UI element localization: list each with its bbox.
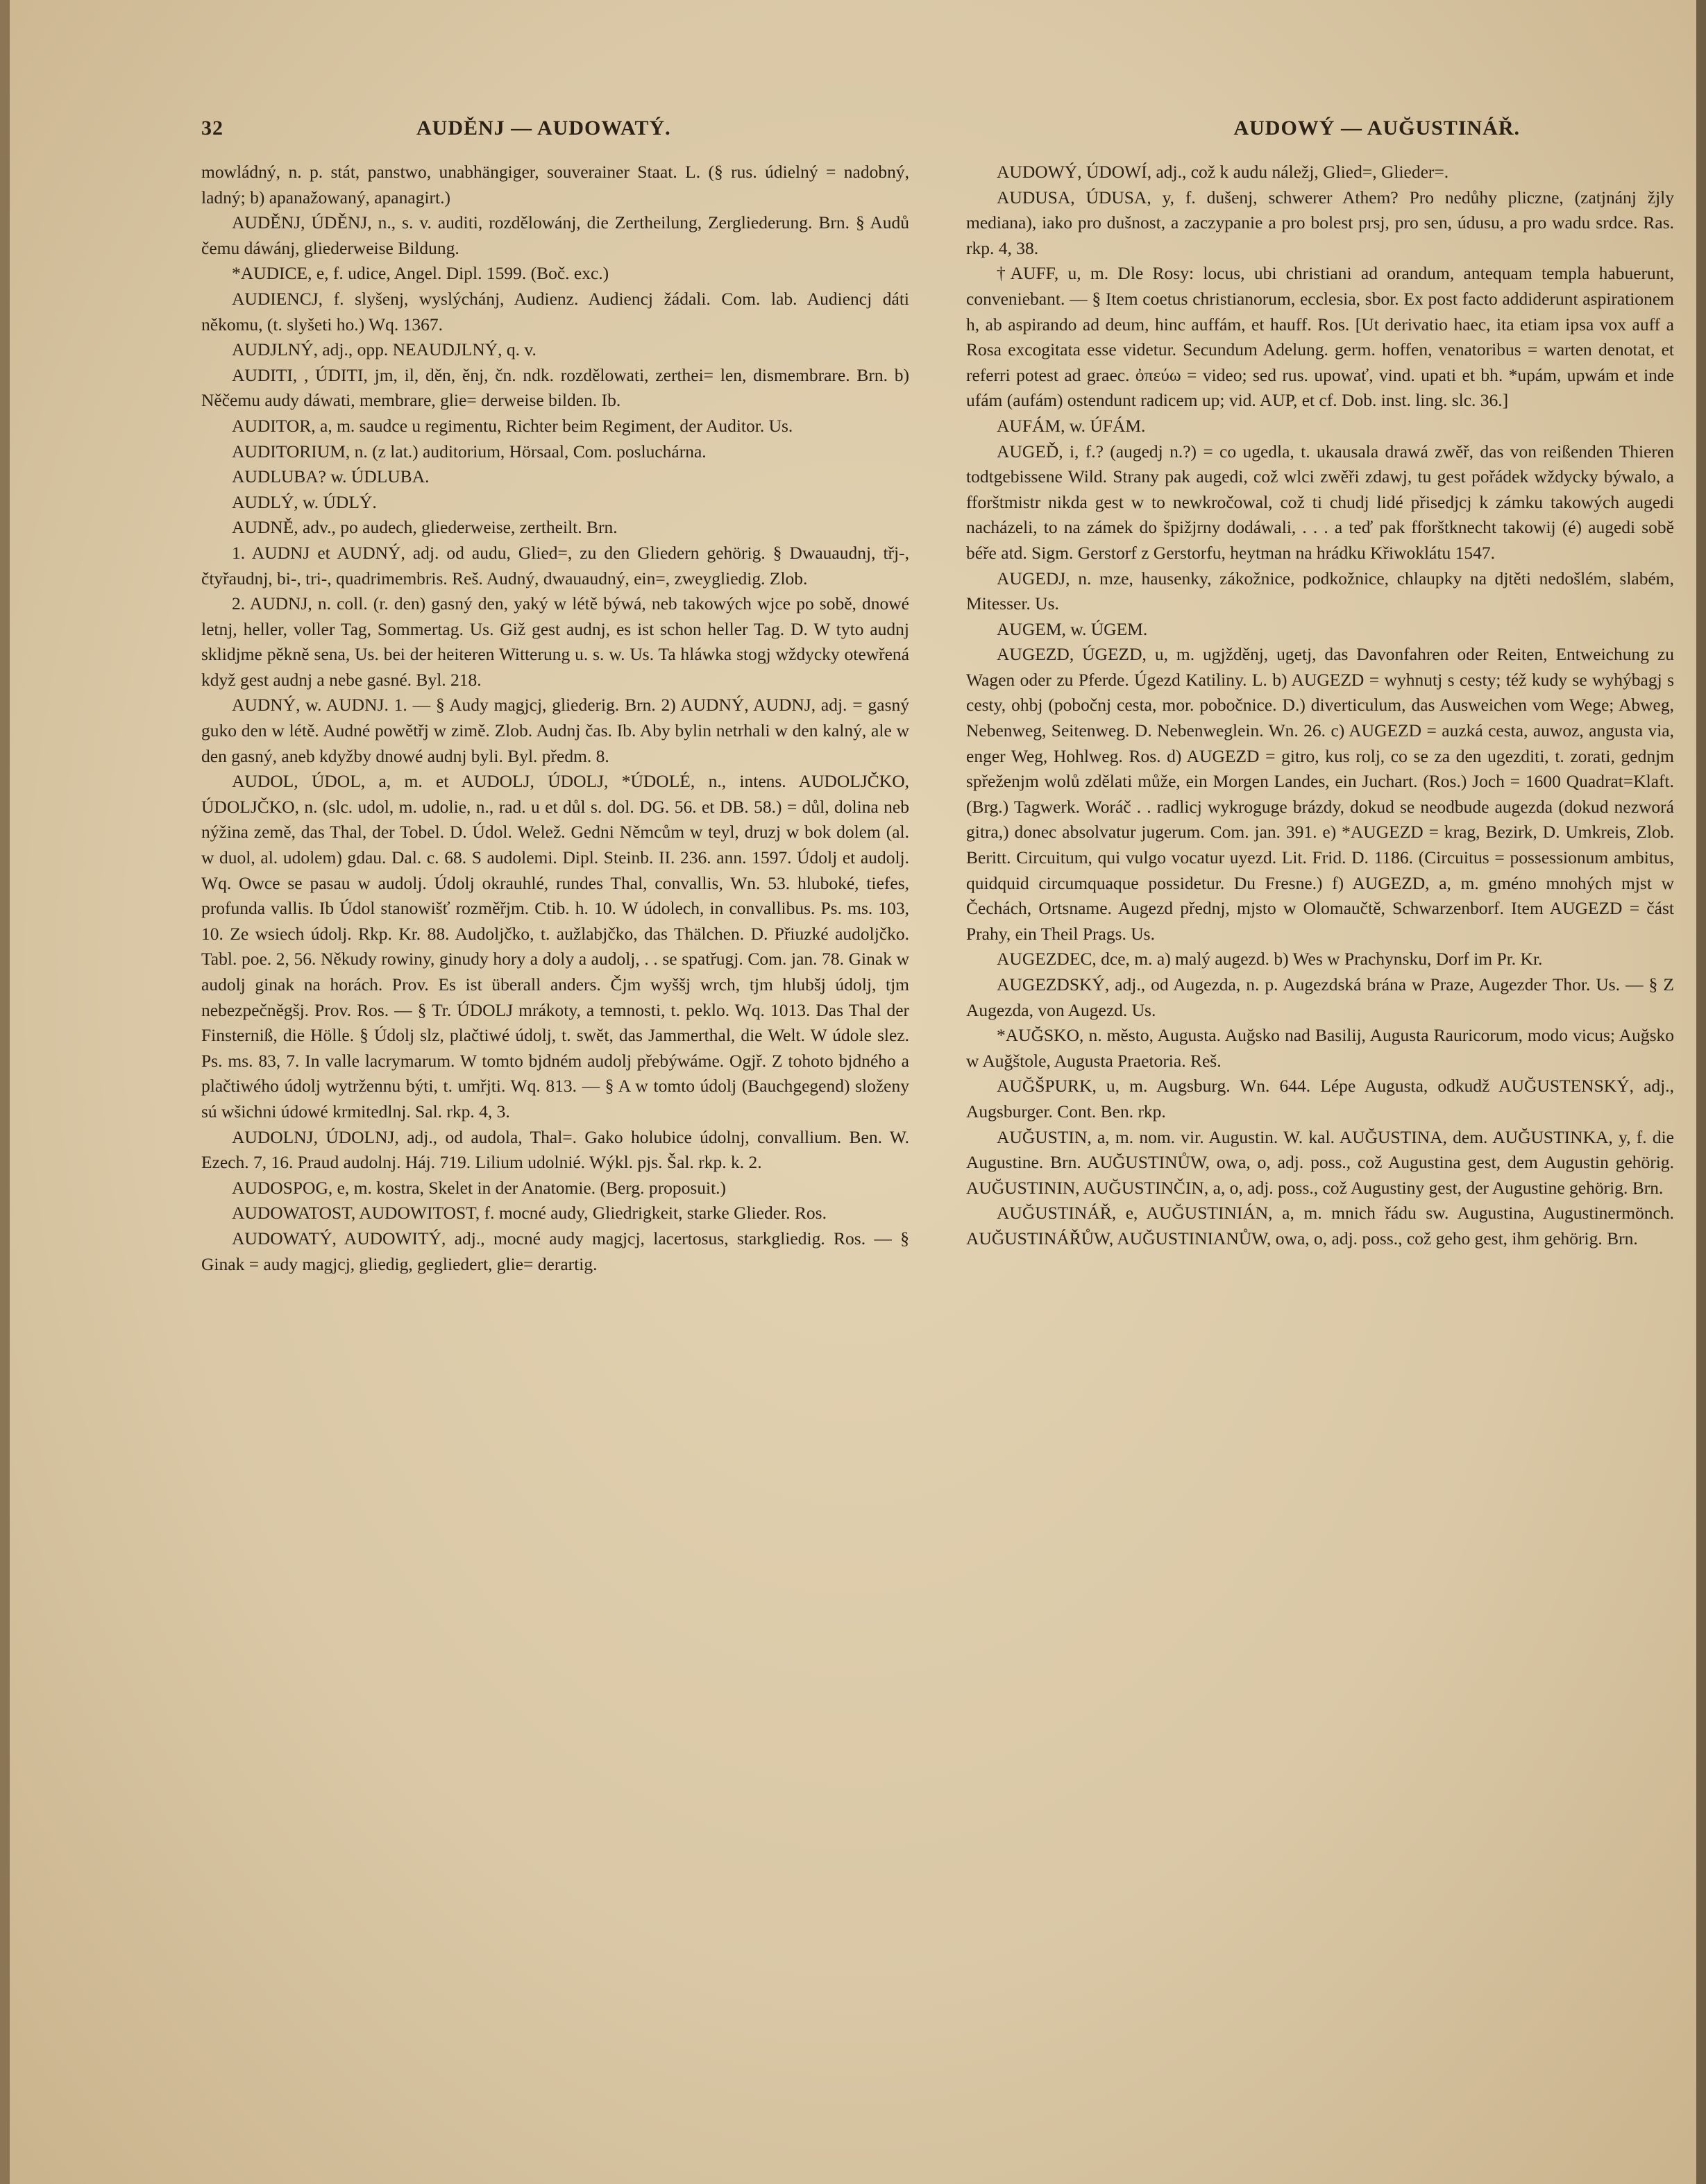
dictionary-entry: AUGEZDEC, dce, m. a) malý augezd. b) Wes w Prachynsku, Dorf im Pr. Kr.: [997, 949, 1543, 970]
dictionary-entry: AUDITOR, a, m. saudce u regimentu, Richter beim Regiment, der Auditor. Us.: [232, 415, 793, 436]
page-edge-right: [1696, 0, 1706, 2184]
dictionary-entry: *AUĞSKO, n. město, Augusta. Auğsko nad Basilij, Augusta Rauricorum, modo vicus; Auğsko w Auğštole, Augusta Praetoria. Reš.: [966, 1025, 1674, 1071]
dictionary-entry: AUGEZD, ÚGEZD, u, m. ugjžděnj, ugetj, das Davonfahren oder Reiten, Entweichung zu Wagen oder zu Pferde. Úgezd Katiliny. L. b) AUGEZD = wyhnutj s cesty; též kudy se wyhýbagj s cesty, ohbj (pobočnj cesta, mor. pobočnice. D.) diverticulum, das Ausweichen vom Wege; Abweg, Nebenweg, Seitenweg. D. Nebenweglein. Wn. 26. c) AUGEZD = auzká cesta, auwoz, angusta via, enger Weg, Hohlweg. Ros. d) AUGEZD = gitro, kus rolj, co se za den ugezditi, t. zorati, gednjm spřeženjm wolů zdělati může, ein Morgen Landes, ein Juchart. (Ros.) Joch = 1600 Quadrat=Klaft. (Brg.) Tagwerk. Woráč . . radlicj wykroguge brázdy, dokud se neodbude augezda (dokud nezworá gitra,) donec absolvatur jugerum. Com. jan. 391. e) *AUGEZD = krag, Bezirk, D. Umkreis, Zlob. Beritt. Circuitum, qui vulgo vocatur uyezd. Lit. Frid. D. 1186. (Circuitus = possessionum ambitus, quidquid circumquaque possidetur. Du Fresne.) f) AUGEZD, a, m. gméno mnohých mjst w Čechách, Ortsname. Augezd přednj, mjsto w Olomaučtě, Schwarzenborf. Item AUGEZD = část Prahy, ein Theil Prags. Us.: [966, 644, 1674, 944]
dictionary-entry: AUDOWATOST, AUDOWITOST, f. mocné audy, Gliedrigkeit, starke Glieder. Ros.: [232, 1203, 827, 1224]
dictionary-entry: AUDOWATÝ, AUDOWITÝ, adj., mocné audy magjcj, lacertosus, starkgliedig. Ros. — § Ginak = audy magjcj, gliedig, gegliedert, glie= derartig.: [201, 1228, 909, 1274]
dictionary-entry: AUĞŠPURK, u, m. Augsburg. Wn. 644. Lépe Augusta, odkudž AUĞUSTENSKÝ, adj., Augsburger. Cont. Ben. rkp.: [966, 1076, 1674, 1121]
dictionary-entry: AUĞUSTIN, a, m. nom. vir. Augustin. W. kal. AUĞUSTINA, dem. AUĞUSTINKA, y, f. die Augustine. Brn. AUĞUSTINŮW, owa, o, adj. poss., což Augustina gest, dem Augustin gehörig. AUĞUSTININ, AUĞUSTINČIN, a, o, adj. poss., což Augustiny gest, der Augustine gehörig. Brn.: [966, 1126, 1674, 1198]
dictionary-entry: AUDOL, ÚDOL, a, m. et AUDOLJ, ÚDOLJ, *ÚDOLÉ, n., intens. AUDOLJČKO, ÚDOLJČKO, n. (slc. udol, m. udolie, n., rad. u et důl s. dol. DG. 56. et DB. 58.) = důl, dolina neb nýžina země, das Thal, der Tobel. D. Údol. Welež. Gedni Němcům w teyl, druzj w bok dolem (al. w duol, al. udolem) gdau. Dal. c. 68. S audolemi. Dipl. Steinb. II. 236. ann. 1597. Údolj et audolj. Wq. Owce se pasau w audolj. Údolj okrauhlé, rundes Thal, convallis, Wn. 53. hluboké, tiefes, profunda vallis. Ib Údol stanowišť rozměřjm. Ctib. h. 10. W údolech, in convallibus. Ps. ms. 103, 10. Ze wsiech údolj. Rkp. Kr. 88. Audoljčko, t. aužlabjčko, das Thälchen. D. Přiuzké audoljčko. Tabl. poe. 2, 56. Někudy rowiny, ginudy hory a doly a audolj, . . se spatřugj. Com. jan. 78. Ginak w audolj ginak na horách. Prov. Es ist überall anders. Čjm wyššj wrch, tjm hlubšj údolj, tjm nebezpečněgšj. Prov. Ros. — § Tr. ÚDOLJ mrákoty, a temnosti, t. peklo. Wq. 1013. Das Thal der Finsterniß, die Hölle. § Údolj slz, plačtiwé údolj, t. swět, das Jammerthal, die Welt. W údole slez. Ps. ms. 83, 7. In valle lacrymarum. W tomto bjdném audolj přebýwáme. Ogjř. Z tohoto bjdného a plačtiwého údolj wytržennu býti, t. umřjti. Wq. 813. — § A w tomto údolj (Bauchgegend) složeny sú wšichni údowé krmitedlnj. Sal. rkp. 4, 3.: [201, 771, 909, 1121]
dictionary-entry: AUDLUBA? w. ÚDLUBA.: [232, 466, 430, 487]
dictionary-entry: 2. AUDNJ, n. coll. (r. den) gasný den, yaký w létě býwá, neb takowých wjce po sobě, dnowé letnj, heller, voller Tag, Sommertag. Us. Giž gest audnj, es ist schon heller Tag. D. W tyto audnj sklidjme pěkně sena, Us. bei der heiteren Witterung u. s. w. Us. Ta hláwka stogj wždycky otewřená když gest audnj a nebe gasné. Byl. 218.: [201, 593, 909, 690]
page-edge-left: [0, 0, 10, 2184]
dictionary-entry: AUDOWÝ, ÚDOWÍ, adj., což k audu náležj, Glied=, Glieder=.: [997, 162, 1449, 182]
dictionary-entry: AUGEDJ, n. mze, hausenky, zákožnice, podkožnice, chlaupky na djtěti nedošlém, slabém, Mitesser. Us.: [966, 568, 1674, 614]
dictionary-entry: AUDNÝ, w. AUDNJ. 1. — § Audy magjcj, gliederig. Brn. 2) AUDNÝ, AUDNJ, adj. = gasný guko den w létě. Audné powětřj w zimě. Zlob. Audnj čas. Ib. Aby bylin netrhali w den kalný, ale w den gasný, aneb kdyžby dnowé audnj byli. Byl. předm. 8.: [201, 695, 909, 766]
dictionary-entry: AUFÁM, w. ÚFÁM.: [997, 415, 1146, 436]
dictionary-entry: AUDOLNJ, ÚDOLNJ, adj., od audola, Thal=. Gako holubice údolnj, convallium. Ben. W. Ezech. 7, 16. Praud audolnj. Háj. 719. Lilium udolnié. Wýkl. pjs. Šal. rkp. k. 2.: [201, 1126, 909, 1173]
left-column: [201, 160, 909, 1277]
dictionary-entry: AUDĚNJ, ÚDĚNJ, n., s. v. auditi, rozdělowánj, die Zertheilung, Zergliederung. Brn. § Audů čemu dáwánj, gliederweise Bildung.: [201, 212, 909, 258]
right-column: [966, 160, 1674, 1252]
dictionary-entry: 1. AUDNJ et AUDNÝ, adj. od audu, Glied=, zu den Gliedern gehörig. § Dwauaudnj, třj-, čtyřaudnj, bi-, tri-, quadrimembris. Reš. Audný, dwauaudný, ein=, zweygliedig. Zlob.: [201, 542, 909, 589]
dictionary-entry: AUGEZDSKÝ, adj., od Augezda, n. p. Augezdská brána w Praze, Augezder Thor. Us. — § Z Augezda, von Augezd. Us.: [966, 974, 1674, 1020]
left-running-title: AUDĚNJ — AUDOWATÝ.: [416, 117, 671, 139]
dictionary-entry: AUDNĚ, adv., po audech, gliederweise, zertheilt. Brn.: [232, 517, 618, 538]
dictionary-entry: *AUDICE, e, f. udice, Angel. Dipl. 1599. (Boč. exc.): [232, 263, 609, 284]
page-number: 32: [201, 117, 223, 139]
dictionary-entry: AUDOSPOG, e, m. kostra, Skelet in der Anatomie. (Berg. proposuit.): [232, 1177, 727, 1198]
dictionary-entry: AUDLÝ, w. ÚDLÝ.: [232, 491, 377, 512]
dictionary-entry: AUDITORIUM, n. (z lat.) auditorium, Hörsaal, Com. posluchárna.: [232, 441, 707, 462]
dictionary-entry: AUDUSA, ÚDUSA, y, f. dušenj, schwerer Athem? Pro nedůhy pliczne, (zatjnánj žjly mediana), iako pro dušnost, a zaczypanie a pro bolest prsj, pro sen, údusu, a pro wadu srdce. Ras. rkp. 4, 38.: [966, 187, 1674, 258]
dictionary-entry: AUGEM, w. ÚGEM.: [997, 618, 1148, 639]
right-running-title: AUDOWÝ — AUĞUSTINÁŘ.: [1233, 117, 1520, 139]
dictionary-entry: AUDITI, , ÚDITI, jm, il, děn, ěnj, čn. ndk. rozdělowati, zerthei= len, dismembrare. Brn. b) Něčemu audy dáwati, membrare, glie= derweise bilden. Ib.: [201, 364, 909, 411]
dictionary-entry: mowládný, n. p. stát, panstwo, unabhängiger, souverainer Staat. L. (§ rus. údielný = nadobný, ladný; b) apanažowaný, apanagirt.): [201, 162, 909, 208]
dictionary-entry: AUĞUSTINÁŘ, e, AUĞUSTINIÁN, a, m. mnich řádu sw. Augustina, Augustinermönch. AUĞUSTINÁŘŮW, AUĞUSTINIANŮW, owa, o, adj. poss., což geho gest, ihm gehörig. Brn.: [966, 1203, 1674, 1248]
running-header: [201, 117, 1520, 144]
dictionary-entry: †AUFF, u, m. Dle Rosy: locus, ubi christiani ad orandum, antequam templa habuerunt, conveniebant. — § Item coetus christianorum, ecclesia, sbor. Ex post facto addiderunt aspirationem h, ab aspirando ad deum, hinc auffám, et hauff. Ros. [Ut derivatio haec, ita etiam ipsa vox auff a Rosa excogitata esse videtur. Secundum Adelung. germ. hoffen, venatoribus = warten denotat, et referri potest ad graec. ὀπεύω = video; sed rus. upowať, vind. upati et bh. *upám, upwám et inde ufám (aufám) ostendunt radicem up; vid. AUP, et cf. Dob. inst. ling. slc. 36.]: [966, 263, 1674, 411]
dictionary-entry: AUDIENCJ, f. slyšenj, wyslýchánj, Audienz. Audiencj žádali. Com. lab. Audiencj dáti někomu, (t. slyšeti ho.) Wq. 1367.: [201, 288, 909, 335]
dictionary-entry: AUDJLNÝ, adj., opp. NEAUDJLNÝ, q. v.: [232, 339, 537, 360]
dictionary-entry: AUGEĎ, i, f.? (augedj n.?) = co ugedla, t. ukausala drawá zwěř, das von reißenden Thieren todtgebissene Wild. Strany pak augedi, což wlci zwěři zdawj, tu gest pořádek wždycky býwalo, a fforštmistr nikda gest w to newkročowal, což ti chudj lidé přisedjcj k zámku takowých augedi nacházeli, to na zámek do špižjrny dodáwali, . . . a teď pak fforštknecht takowij (é) augedi sobě béře atd. Sigm. Gerstorf z Gerstorfu, heytman na hrádku Křiwoklátu 1547.: [966, 441, 1674, 563]
